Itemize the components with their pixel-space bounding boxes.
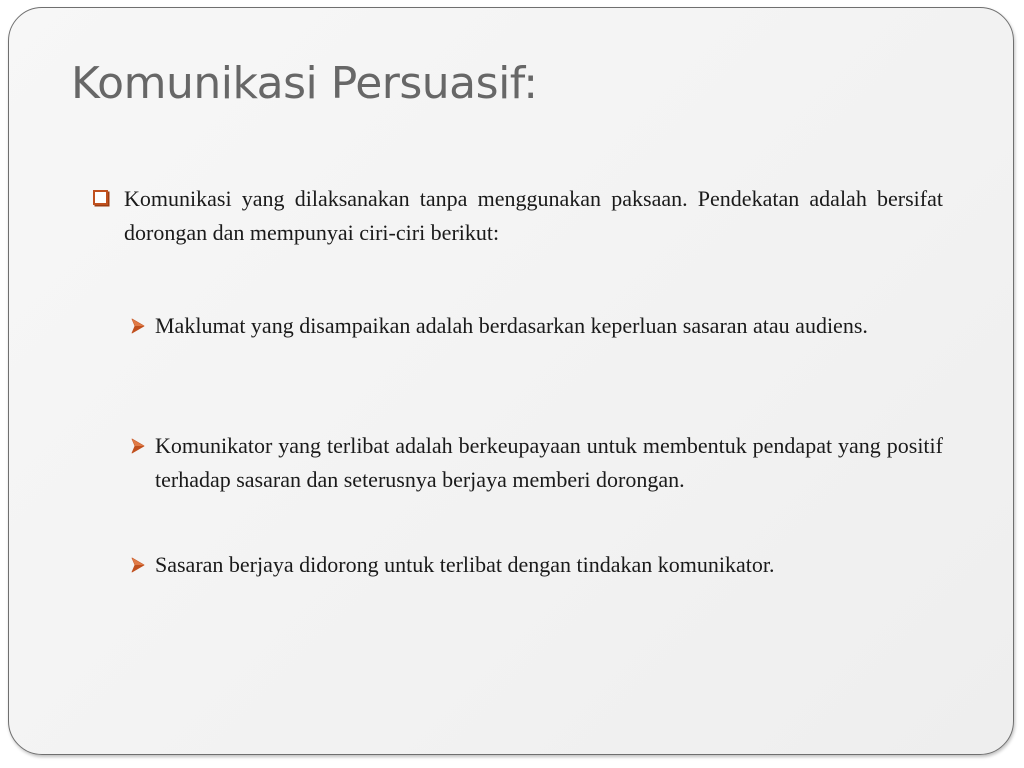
arrowhead-bullet-icon: [130, 557, 146, 573]
sub-bullet-text: Sasaran berjaya didorong untuk terlibat dengan tindakan komunikator.: [155, 552, 775, 577]
sub-bullet-text: Maklumat yang disampaikan adalah berdasarkan keperluan sasaran atau audiens.: [155, 313, 868, 338]
slide-title: Komunikasi Persuasif:: [71, 58, 538, 109]
main-bullet-item: [93, 182, 943, 250]
main-bullet-text: Komunikasi yang dilaksanakan tanpa menggunakan paksaan. Pendekatan adalah bersifat dorongan dan mempunyai ciri-ciri berikut:: [124, 186, 943, 245]
hollow-square-bullet-icon: [93, 190, 108, 205]
sub-bullet-item: [130, 548, 943, 582]
sub-bullet-item: [130, 429, 943, 497]
arrowhead-bullet-icon: [130, 438, 146, 454]
slide-frame: [8, 7, 1014, 755]
sub-bullet-text: Komunikator yang terlibat adalah berkeupayaan untuk membentuk pendapat yang positif terhadap sasaran dan seterusnya berjaya memberi dorongan.: [155, 433, 943, 492]
sub-bullet-item: [130, 309, 943, 343]
arrowhead-bullet-icon: [130, 318, 146, 334]
